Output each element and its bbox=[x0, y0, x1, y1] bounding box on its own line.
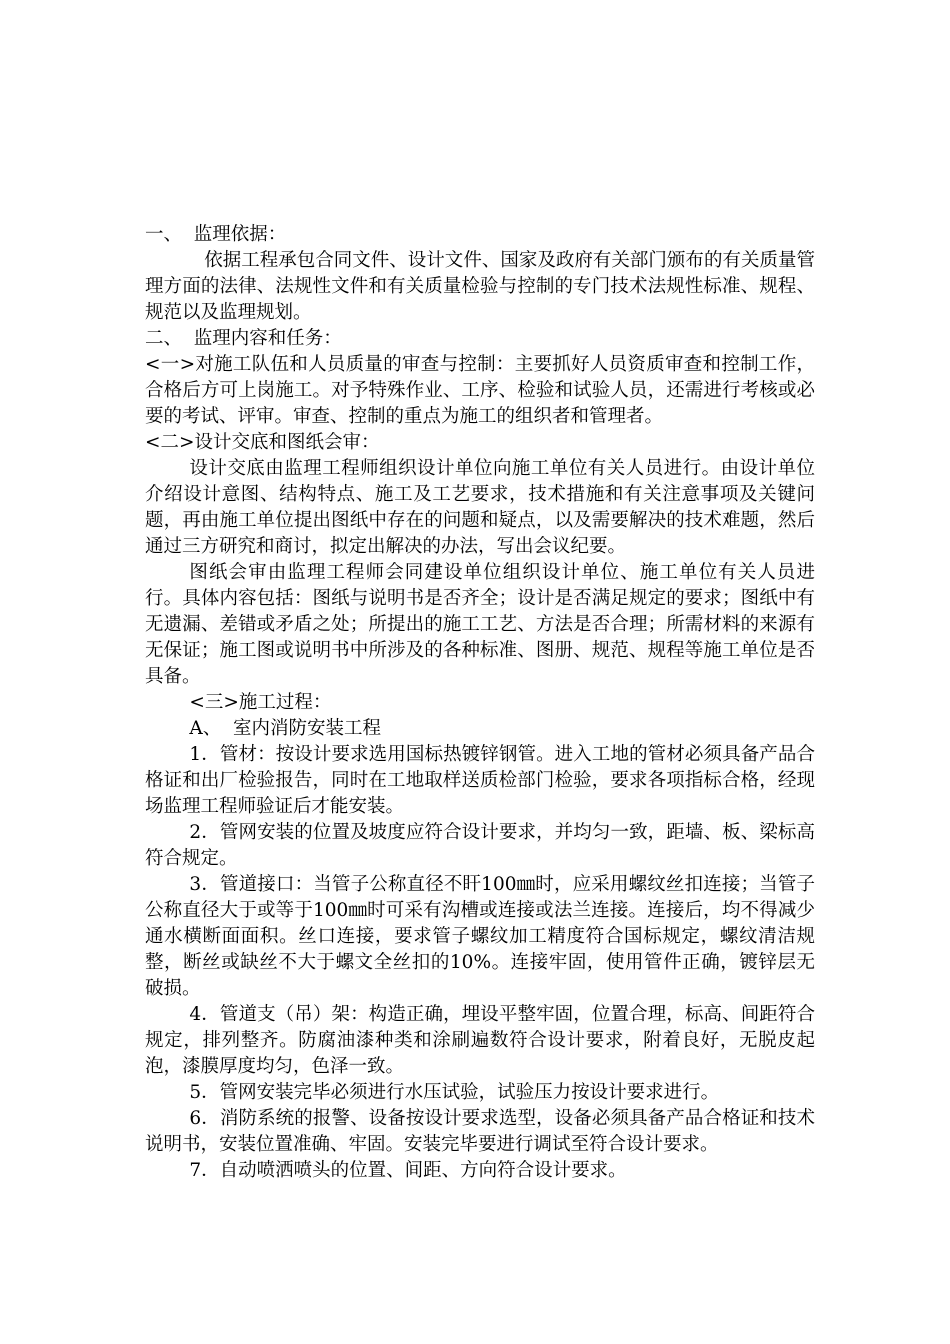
part-a-heading: A、 室内消防安装工程 bbox=[189, 718, 382, 739]
item-2: 2．管网安装的位置及坡度应符合设计要求，并均匀一致，距墙、板、梁标高符合规定。 bbox=[145, 822, 815, 869]
item-7: 7．自动喷洒喷头的位置、间距、方向符合设计要求。 bbox=[189, 1160, 627, 1181]
item-4: 4．管道支（吊）架：构造正确，埋设平整牢固，位置合理，标高、间距符合规定，排列整齐。防腐油漆种类和涂刷遍数符合设计要求，附着良好，无脱皮起泡，漆膜厚度均匀，色泽一致。 bbox=[145, 1004, 815, 1077]
section-2-heading: 二、 监理内容和任务： bbox=[145, 328, 342, 349]
section-1-body: 依据工程承包合同文件、设计文件、国家及政府有关部门颁布的有关质量管理方面的法律、法规性文件和有关质量检验与控制的专门技术法规性标准、规程、规范以及监理规划。 bbox=[145, 250, 815, 323]
item-6: 6．消防系统的报警、设备按设计要求选型，设备必须具备产品合格证和技术说明书，安装位置准确、牢固。安装完毕要进行调试至符合设计要求。 bbox=[145, 1108, 815, 1155]
subsection-2-paragraph-2: 图纸会审由监理工程师会同建设单位组织设计单位、施工单位有关人员进行。具体内容包括：图纸与说明书是否齐全；设计是否满足规定的要求；图纸中有无遗漏、差错或矛盾之处；所提出的施工工艺、方法是否合理；所需材料的来源有无保证；施工图或说明书中所涉及的各种标准、图册、规范、规程等施工单位是否具备。 bbox=[145, 562, 815, 687]
subsection-2-paragraph-1: 设计交底由监理工程师组织设计单位向施工单位有关人员进行。由设计单位介绍设计意图、结构特点、施工及工艺要求，技术措施和有关注意事项及关键问题，再由施工单位提出图纸中存在的问题和疑点，以及需要解决的技术难题，然后通过三方研究和商讨，拟定出解决的办法，写出会议纪要。 bbox=[145, 458, 815, 557]
subsection-1: <一>对施工队伍和人员质量的审查与控制：主要抓好人员资质审查和控制工作，合格后方可上岗施工。对予特殊作业、工序、检验和试验人员，还需进行考核或必要的考试、评审。审查、控制的重点为施工的组织者和管理者。 bbox=[145, 354, 815, 427]
item-3: 3．管道接口：当管子公称直径不盰100㎜时，应采用螺纹丝扣连接；当管子公称直径大于或等于100㎜时可采有沟槽或连接或法兰连接。连接后，均不得减少通水横断面面积。丝口连接，要求管子螺纹加工精度符合国标规定，螺纹清洁规整，断丝或缺丝不大于螺文全丝扣的10%。连接牢固，使用管件正确，镀锌层无破损。 bbox=[145, 874, 815, 999]
document-page bbox=[145, 222, 815, 1184]
section-1-heading: 一、 监理依据： bbox=[145, 224, 287, 245]
subsection-2-heading: <二>设计交底和图纸会审： bbox=[145, 432, 380, 453]
item-5: 5．管网安装完毕必须进行水压试验，试验压力按设计要求进行。 bbox=[189, 1082, 720, 1103]
subsection-3-heading: <三>施工过程： bbox=[189, 692, 332, 713]
item-1: 1．管材：按设计要求选用国标热镀锌钢管。进入工地的管材必须具备产品合格证和出厂检验报告，同时在工地取样送质检部门检验，要求各项指标合格，经现场监理工程师验证后才能安装。 bbox=[145, 744, 815, 817]
